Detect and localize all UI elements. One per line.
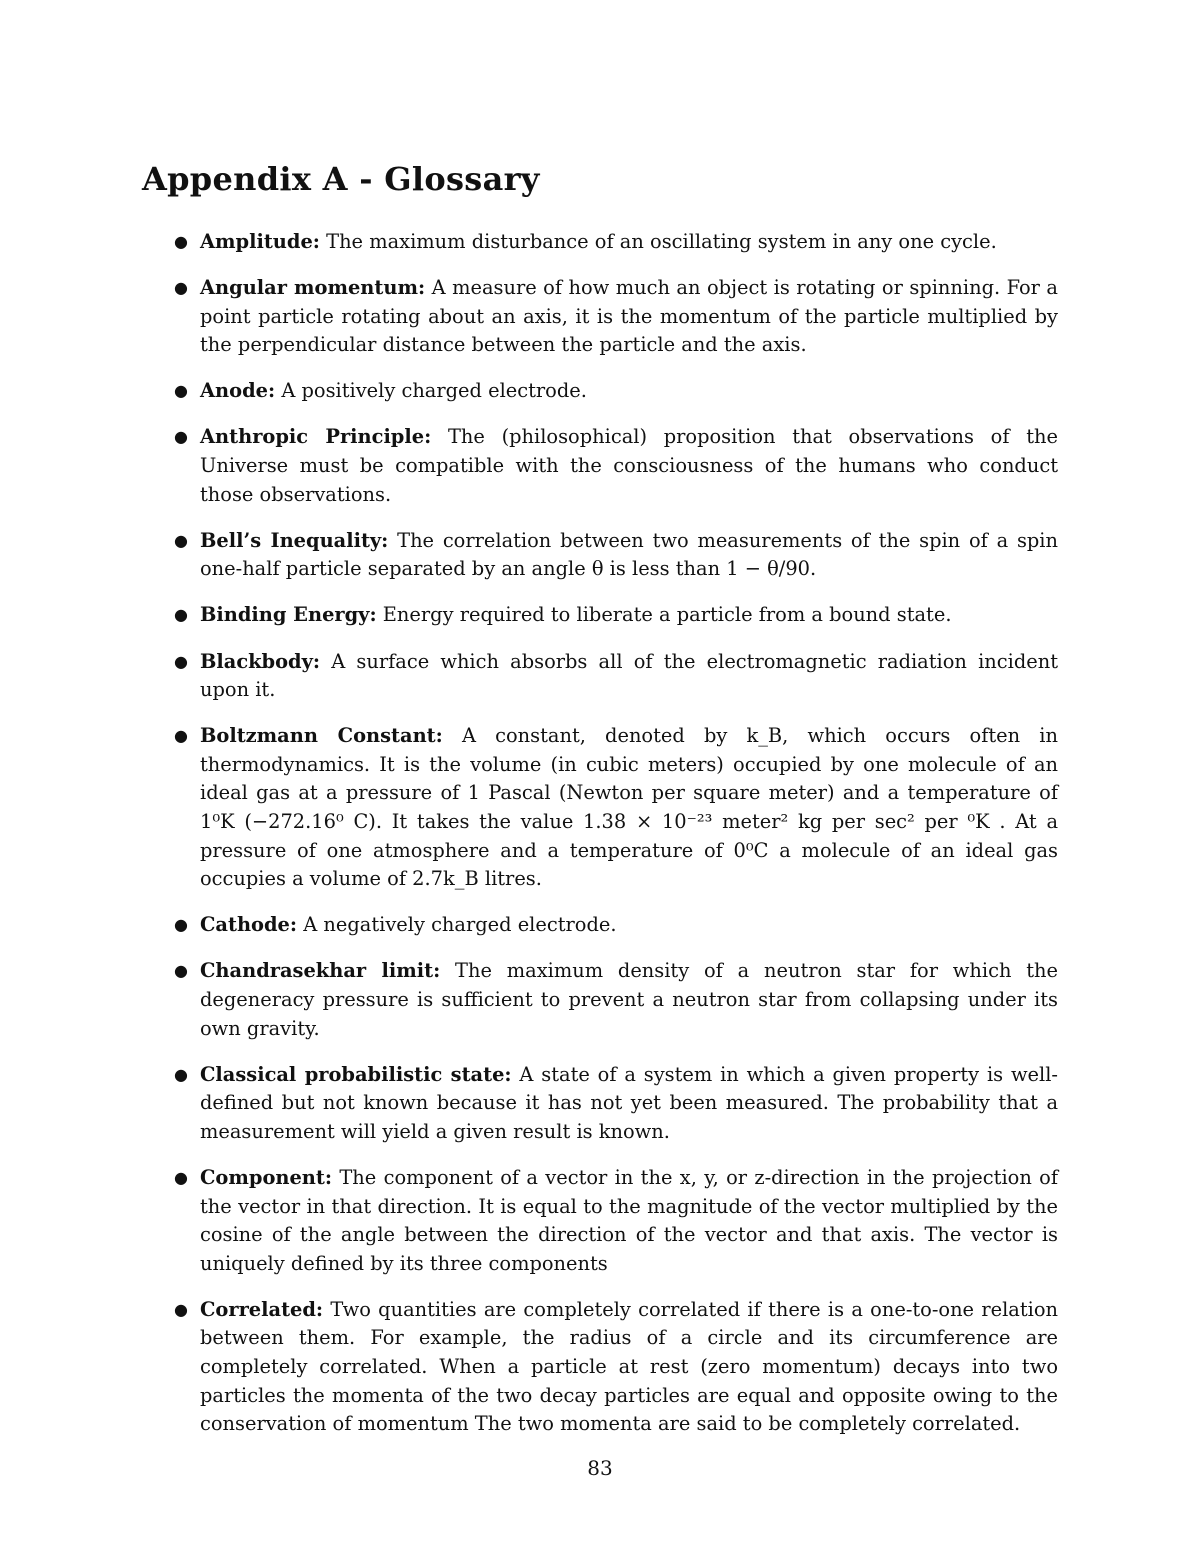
- glossary-entry: [174, 648, 1058, 705]
- bullet-icon: ●: [174, 530, 188, 550]
- glossary-term: Bell’s Inequality:: [200, 528, 389, 552]
- glossary-definition: A state of a system in which a given property is well-defined but not known because it has not yet been measured. The probability that a measurement will yield a given result is known.: [200, 1062, 1058, 1143]
- bullet-icon: ●: [174, 232, 188, 251]
- glossary-term: Anode:: [200, 379, 276, 403]
- glossary-definition: The correlation between two measurements of the spin of a spin one-half particle separated by an angle θ is less than 1 − θ/90.: [200, 528, 1058, 581]
- bullet-icon: ●: [174, 651, 188, 671]
- glossary-definition: A constant, denoted by k_B, which occurs often in thermodynamics. It is the volume (in cubic meters) occupied by one molecule of an ideal gas at a pressure of 1 Pascal (Newton per square meter) and a temperature of 1⁰K (−272.16⁰ C). It takes the value 1.38 × 10⁻²³ meter² kg per sec² per ⁰K . At a pressure of one atmosphere and a temperature of 0⁰C a molecule of an ideal gas occupies a volume of 2.7k_B litres.: [200, 724, 1058, 891]
- glossary-entry: [174, 911, 1058, 940]
- glossary-entry: [174, 274, 1058, 360]
- glossary-definition: The maximum density of a neutron star for which the degeneracy pressure is sufficient to prevent a neutron star from collapsing under its own gravity.: [200, 959, 1058, 1040]
- glossary-term: Boltzmann Constant:: [200, 724, 443, 748]
- glossary-term: Amplitude:: [200, 230, 320, 253]
- glossary-term: Component:: [200, 1165, 333, 1189]
- bullet-icon: ●: [174, 1064, 188, 1084]
- glossary-definition: A measure of how much an object is rotating or spinning. For a point particle rotating about an axis, it is the momentum of the particle multiplied by the perpendicular distance between the particle and the axis.: [200, 276, 1058, 357]
- page-title: Appendix A - Glossary: [142, 160, 540, 198]
- glossary-entry: [174, 1061, 1058, 1147]
- bullet-icon: ●: [174, 961, 188, 981]
- glossary-entry: [174, 423, 1058, 509]
- glossary-entry: [174, 527, 1058, 584]
- glossary-term: Binding Energy:: [200, 603, 377, 627]
- glossary-term: Classical probabilistic state:: [200, 1062, 512, 1086]
- glossary-term: Blackbody:: [200, 649, 321, 673]
- glossary-entry: [174, 1296, 1058, 1439]
- glossary-term: Angular momentum:: [200, 276, 426, 300]
- bullet-icon: ●: [174, 278, 188, 298]
- glossary-entry: [174, 228, 1058, 257]
- bullet-icon: ●: [174, 1167, 188, 1187]
- bullet-icon: ●: [174, 427, 188, 447]
- glossary-definition: The component of a vector in the x, y, or z-direction in the projection of the vector in that direction. It is equal to the magnitude of the vector multiplied by the cosine of the angle between the direction of the vector and that axis. The vector is uniquely defined by its three components: [200, 1165, 1058, 1275]
- glossary-definition: Two quantities are completely correlated if there is a one-to-one relation between them. For example, the radius of a circle and its circumference are completely correlated. When a particle at rest (zero momentum) decays into two particles the momenta of the two decay particles are equal and opposite owing to the conservation of momentum The two momenta are said to be completely correlated.: [200, 1297, 1058, 1436]
- page-number: 83: [587, 1456, 613, 1480]
- bullet-icon: ●: [174, 1299, 188, 1319]
- glossary-term: Anthropic Principle:: [200, 425, 432, 449]
- bullet-icon: ●: [174, 381, 188, 401]
- glossary-term: Correlated:: [200, 1297, 324, 1321]
- glossary-entry: [174, 377, 1058, 406]
- bullet-icon: ●: [174, 605, 188, 625]
- glossary-definition: The maximum disturbance of an oscillating system in any one cycle.: [326, 230, 997, 253]
- bullet-icon: ●: [174, 726, 188, 746]
- glossary-list: [174, 228, 1058, 1456]
- glossary-definition: A positively charged electrode.: [281, 379, 587, 403]
- glossary-definition: The (philosophical) proposition that observations of the Universe must be compatible with the consciousness of the humans who conduct those observations.: [200, 425, 1058, 506]
- glossary-term: Chandrasekhar limit:: [200, 959, 441, 983]
- glossary-term: Cathode:: [200, 913, 298, 937]
- glossary-definition: A surface which absorbs all of the electromagnetic radiation incident upon it.: [200, 649, 1058, 702]
- glossary-entry: [174, 1164, 1058, 1278]
- glossary-entry: [174, 601, 1058, 630]
- glossary-definition: A negatively charged electrode.: [303, 913, 617, 937]
- glossary-entry: [174, 957, 1058, 1043]
- glossary-entry: [174, 722, 1058, 894]
- bullet-icon: ●: [174, 915, 188, 935]
- glossary-definition: Energy required to liberate a particle from a bound state.: [382, 603, 952, 627]
